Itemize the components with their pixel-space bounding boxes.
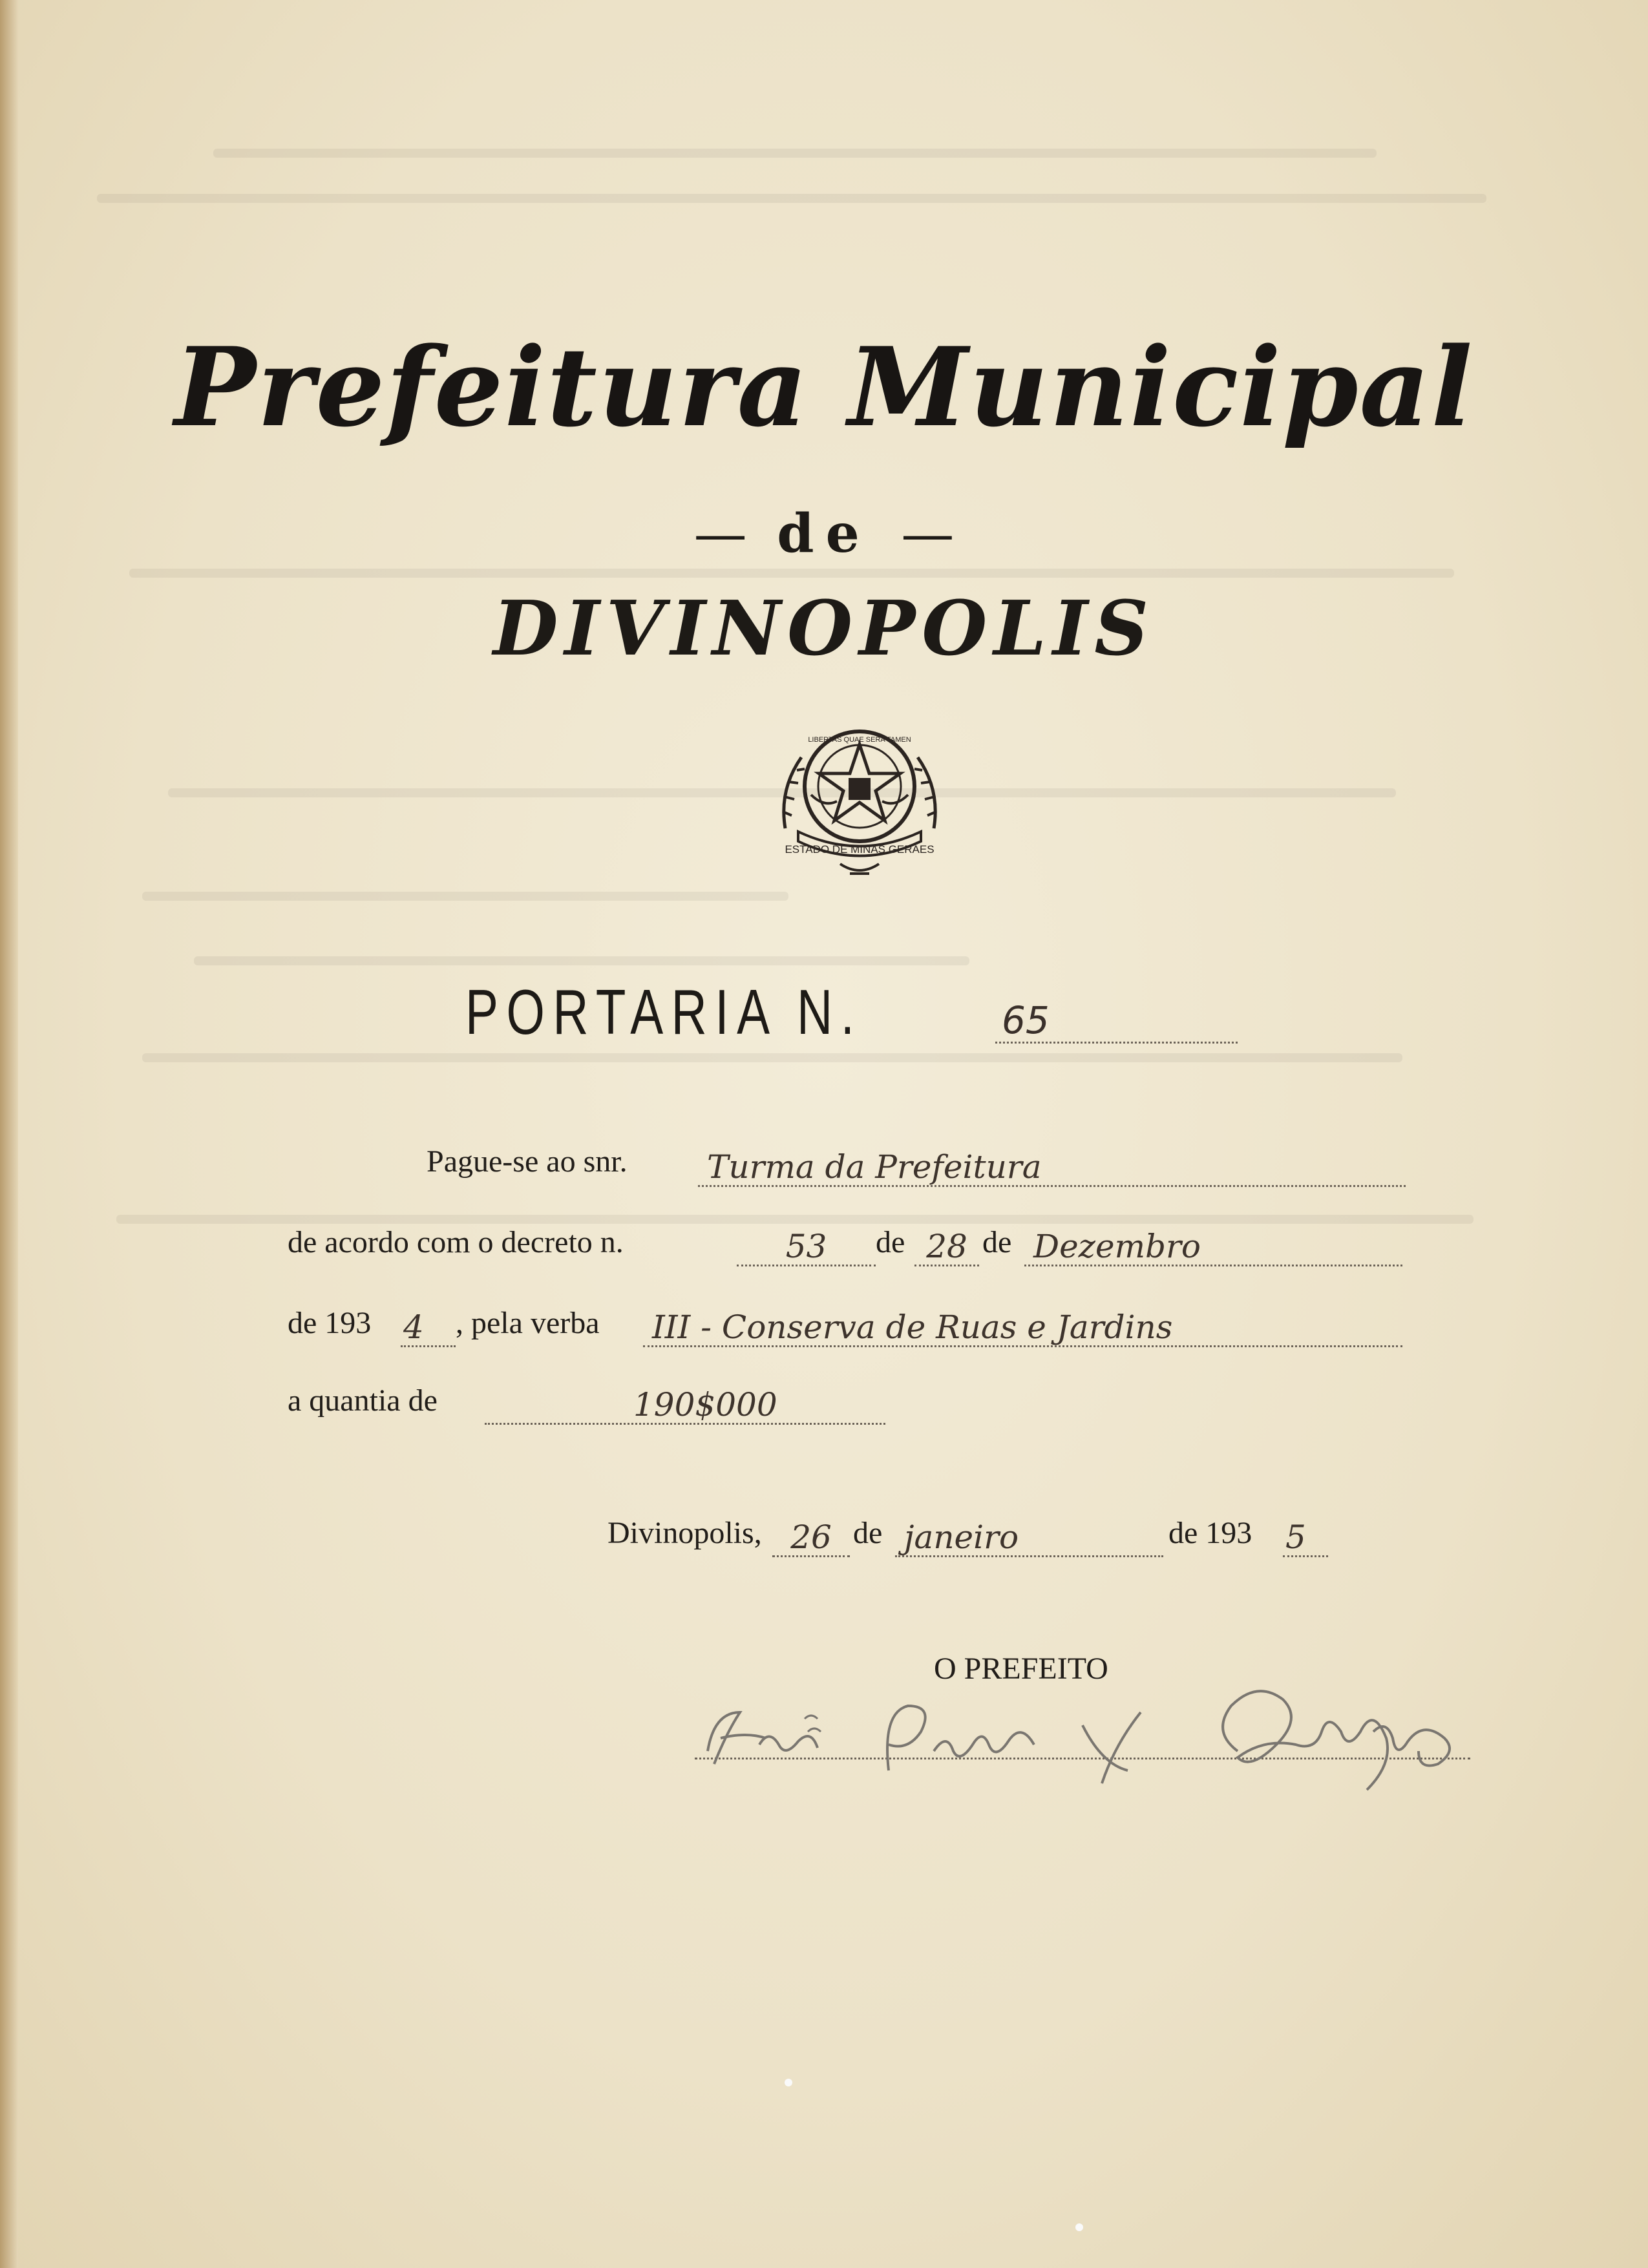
page-title: Prefeitura Municipal (174, 323, 1474, 451)
dateline-day-field: 26 (772, 1517, 850, 1557)
bleed-through-line (116, 1215, 1474, 1224)
portaria-label: PORTARIA N. (465, 976, 863, 1047)
payee-field: Turma da Prefeitura (698, 1147, 1406, 1187)
year-prefix-label: de 193 (288, 1306, 372, 1340)
header-conjunction (0, 503, 1648, 565)
dash-right: — (901, 503, 955, 565)
verba-field: III - Conserva de Ruas e Jardins (643, 1307, 1402, 1347)
quantia-label: a quantia de (288, 1383, 438, 1418)
bleed-through-line (97, 194, 1486, 203)
bleed-through-line (213, 149, 1377, 158)
acordo-label: de acordo com o decreto n. (288, 1225, 624, 1259)
dash-left: — (693, 503, 747, 565)
decreto-year-field: 4 (401, 1307, 456, 1347)
punch-hole (1075, 2223, 1083, 2231)
portaria-number-field: 65 (995, 998, 1238, 1044)
decreto-number-field: 53 (737, 1226, 876, 1266)
seal-text: ESTADO DE MINAS GERAES (785, 843, 935, 856)
seal-motto: LIBERTAS QUAE SERA TAMEN (808, 736, 911, 744)
decreto-month-field: Dezembro (1024, 1226, 1402, 1266)
handwritten-signature (695, 1674, 1548, 1803)
bleed-through-line (142, 1053, 1402, 1062)
conjunction-text: de (777, 503, 871, 565)
dateline-year-field: 5 (1283, 1517, 1328, 1557)
decreto-de-label-2: de (982, 1225, 1012, 1259)
signature-text: Pedro X. Gontijo (1065, 1790, 1152, 1803)
dateline-de-label-2: de 193 (1168, 1516, 1252, 1550)
dateline-place: Divinopolis, (607, 1516, 762, 1550)
punch-hole (785, 2079, 792, 2086)
decreto-de-label-1: de (876, 1225, 905, 1259)
bleed-through-line (194, 956, 969, 965)
dateline-de-label-1: de (853, 1516, 883, 1550)
decreto-day-field: 28 (914, 1226, 979, 1266)
city-name: DIVINOPOLIS (492, 585, 1156, 673)
state-seal-emblem (772, 719, 947, 880)
quantia-field: 190$000 (485, 1385, 885, 1425)
pague-label: Pague-se ao snr. (427, 1144, 628, 1179)
dateline-month-field: janeiro (895, 1517, 1163, 1557)
signer-title: O PREFEITO (934, 1652, 1108, 1686)
bleed-through-line (142, 892, 788, 901)
verba-label: , pela verba (456, 1306, 600, 1340)
bleed-through-line (129, 569, 1454, 578)
